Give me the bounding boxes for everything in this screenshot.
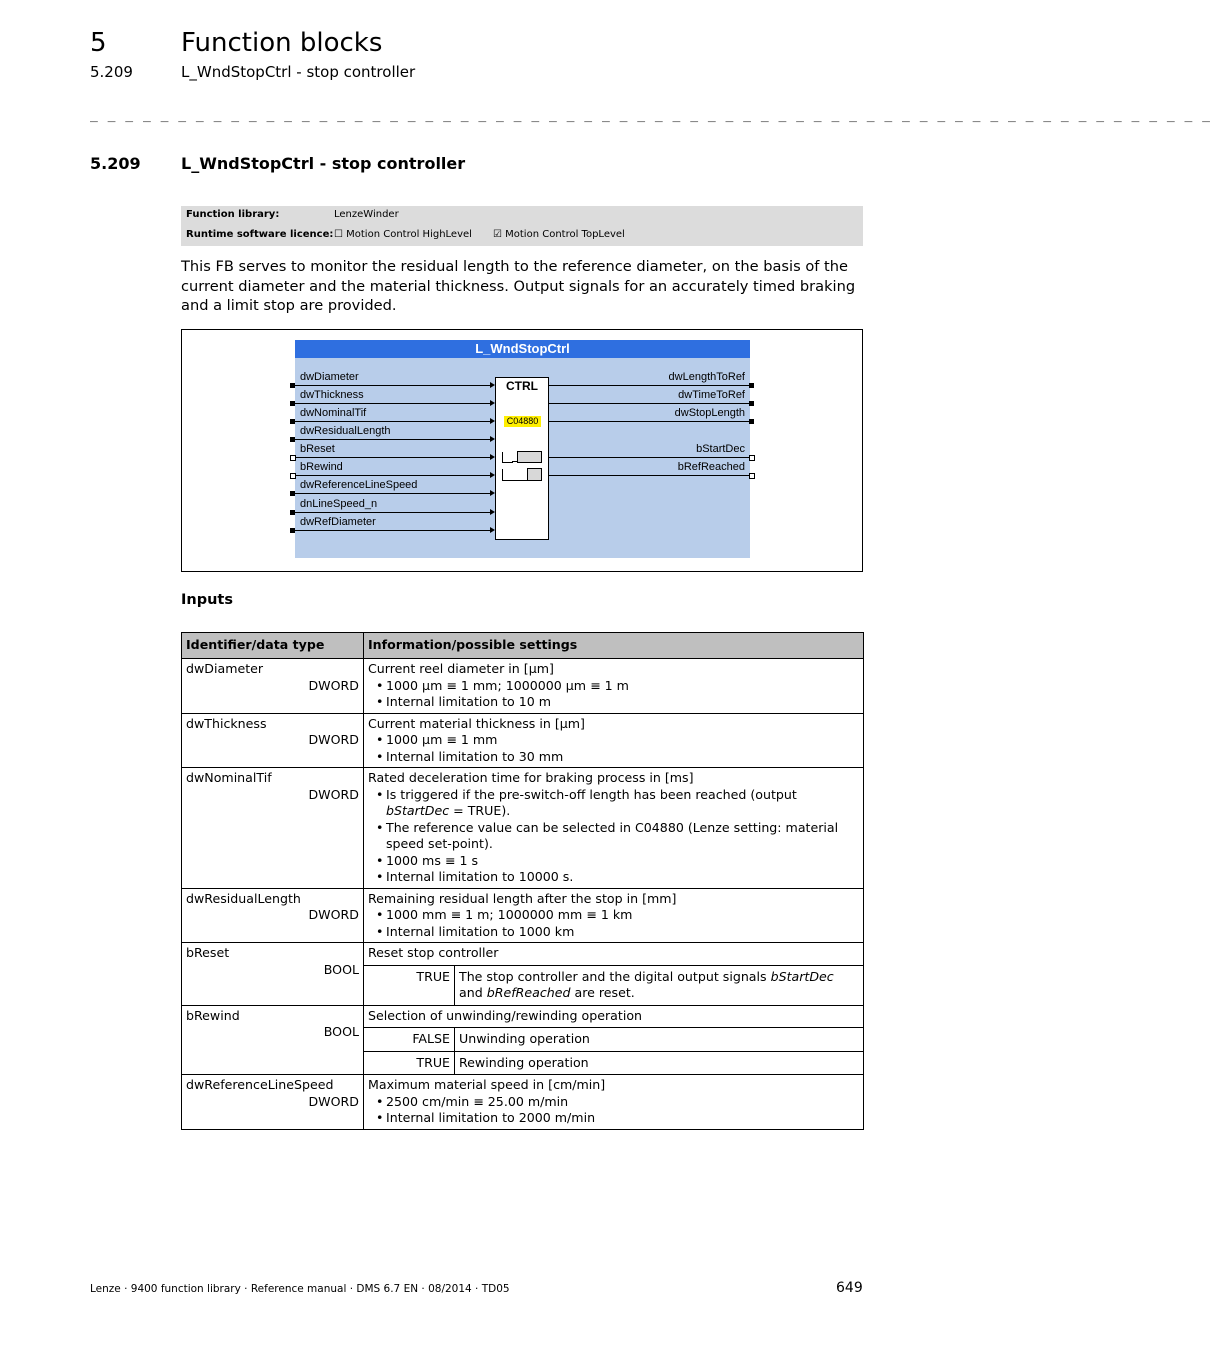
- output-pin-connector: [749, 383, 754, 388]
- data-type: DWORD: [308, 677, 359, 693]
- list-item: • 1000 ms ≡ 1 s: [386, 853, 859, 870]
- description: Maximum material speed in [cm/min]: [368, 1077, 606, 1092]
- list-item: • Internal limitation to 10000 s.: [386, 869, 859, 886]
- table-row: [182, 1075, 864, 1130]
- data-type: DWORD: [308, 732, 359, 747]
- setting-value: The stop controller and the digital output signals bStartDec and bRefReached are reset.: [455, 965, 864, 1005]
- description: Current reel diameter in [µm]: [368, 661, 554, 676]
- table-row: [182, 888, 864, 943]
- input-pin-arrow: [490, 418, 495, 424]
- list-item: • Is triggered if the pre-switch-off length has been reached (output bStartDec = TRUE).: [386, 787, 859, 820]
- table-row: [182, 943, 864, 1006]
- input-pin-line: [294, 475, 490, 476]
- licence-option-highlevel: ☐ Motion Control HighLevel: [334, 229, 472, 240]
- list-item: • 1000 µm ≡ 1 mm: [386, 732, 859, 749]
- library-label: Function library:: [186, 209, 280, 220]
- input-pin-connector: [290, 455, 296, 461]
- identifier: dwDiameter: [186, 661, 264, 676]
- list-item: • 2500 cm/min ≡ 25.00 m/min: [386, 1094, 859, 1111]
- footer-text: Lenze · 9400 function library · Reference manual · DMS 6.7 EN · 08/2014 · TD05: [90, 1283, 510, 1295]
- identifier: bReset: [186, 945, 230, 960]
- description: Reset stop controller: [368, 945, 499, 960]
- output-pin-line: [549, 403, 750, 404]
- description: Selection of unwinding/rewinding operation: [368, 1007, 643, 1023]
- input-pin-connector: [290, 383, 295, 388]
- identifier: bRewind: [186, 1007, 240, 1023]
- input-pin-connector: [290, 419, 295, 424]
- identifier: dwNominalTif: [186, 770, 272, 785]
- output-pin-connector: [749, 401, 754, 406]
- input-pin-arrow: [490, 490, 495, 496]
- setting-key: TRUE: [364, 1051, 455, 1074]
- input-pin-label: dwRefDiameter: [300, 516, 376, 528]
- description: Rated deceleration time for braking process in [ms]: [368, 770, 694, 785]
- section-title-header: L_WndStopCtrl - stop controller: [181, 63, 416, 81]
- licence-option-toplevel: ☑ Motion Control TopLevel: [493, 229, 625, 240]
- setting-key: FALSE: [364, 1028, 455, 1052]
- input-pin-connector: [290, 473, 296, 479]
- input-pin-label: dwThickness: [300, 389, 364, 401]
- data-type: DWORD: [308, 1093, 359, 1109]
- input-pin-arrow: [490, 509, 495, 515]
- list-item: • 1000 mm ≡ 1 m; 1000000 mm ≡ 1 km: [386, 907, 859, 924]
- input-pin-arrow: [490, 527, 495, 533]
- library-info-box: [181, 206, 863, 246]
- edge-symbol-2: [502, 469, 503, 480]
- description: Remaining residual length after the stop in [mm]: [368, 890, 677, 906]
- output-pin-label: dwStopLength: [674, 407, 745, 419]
- heading-title: L_WndStopCtrl - stop controller: [181, 154, 466, 173]
- input-pin-line: [294, 385, 490, 386]
- ctrl-label: CTRL: [506, 379, 538, 393]
- output-pin-line: [549, 457, 750, 458]
- output-pin-label: dwTimeToRef: [678, 389, 745, 401]
- input-pin-label: dnLineSpeed_n: [300, 498, 378, 510]
- input-pin-label: dwNominalTif: [300, 407, 367, 419]
- input-pin-connector: [290, 437, 295, 442]
- table-row: [182, 713, 864, 768]
- output-pin-line: [549, 421, 750, 422]
- input-pin-line: [294, 457, 490, 458]
- intro-paragraph: This FB serves to monitor the residual length to the reference diameter, on the basis of the current diameter and the material thickness. Output signals for an accurately timed braking and a limit stop are provided.: [181, 258, 856, 314]
- input-pin-connector: [290, 510, 295, 515]
- identifier: dwReferenceLineSpeed: [186, 1077, 334, 1092]
- setting-value: Rewinding operation: [455, 1051, 864, 1074]
- input-pin-connector: [290, 401, 295, 406]
- input-pin-line: [294, 421, 490, 422]
- identifier: dwResidualLength: [186, 890, 301, 906]
- input-pin-label: bReset: [300, 443, 335, 455]
- input-pin-arrow: [490, 400, 495, 406]
- table-row: [182, 1005, 864, 1075]
- data-type: BOOL: [323, 1024, 359, 1039]
- input-pin-line: [294, 439, 490, 440]
- data-type: DWORD: [308, 907, 359, 922]
- chapter-title: Function blocks: [181, 28, 383, 58]
- library-value: LenzeWinder: [334, 209, 399, 220]
- output-pin-connector: [749, 455, 755, 461]
- inputs-heading: Inputs: [181, 592, 233, 608]
- input-pin-arrow: [490, 382, 495, 388]
- licence-label: Runtime software licence:: [186, 229, 334, 240]
- function-block-title: L_WndStopCtrl: [295, 340, 750, 358]
- list-item: • Internal limitation to 2000 m/min: [386, 1110, 859, 1127]
- output-pin-label: bStartDec: [696, 443, 745, 455]
- input-pin-connector: [290, 491, 295, 496]
- input-pin-label: dwResidualLength: [300, 425, 391, 437]
- table-row: [182, 659, 864, 714]
- input-pin-arrow: [490, 454, 495, 460]
- edge-symbol-2-box: [527, 468, 542, 481]
- input-pin-line: [294, 493, 490, 494]
- edge-symbol-box: [517, 451, 542, 463]
- input-pin-line: [294, 403, 490, 404]
- list-item: • Internal limitation to 30 mm: [386, 749, 859, 766]
- output-pin-connector: [749, 473, 755, 479]
- page-number: 649: [836, 1280, 863, 1296]
- input-pin-label: dwReferenceLineSpeed: [300, 479, 418, 491]
- col-header-identifier: Identifier/data type: [182, 633, 364, 659]
- header-divider: _ _ _ _ _ _ _ _ _ _ _ _ _ _ _ _ _ _ _ _ _ _ _ _ _ _ _ _ _ _ _ _ _ _ _ _ _ _ _ _ _ _ _ _ _ _ _ _ _ _ _ _ _ _ _ _ _ _ _ _ _ _ _ _: [90, 108, 1211, 123]
- data-type: DWORD: [308, 786, 359, 802]
- code-badge: C04880: [504, 416, 541, 427]
- identifier: dwThickness: [186, 715, 267, 731]
- output-pin-line: [549, 385, 750, 386]
- input-pin-line: [294, 512, 490, 513]
- list-item: • 1000 µm ≡ 1 mm; 1000000 µm ≡ 1 m: [386, 678, 859, 695]
- col-header-info: Information/possible settings: [364, 633, 864, 659]
- output-pin-connector: [749, 419, 754, 424]
- setting-value: Unwinding operation: [455, 1028, 864, 1052]
- input-pin-arrow: [490, 472, 495, 478]
- table-row: [182, 768, 864, 889]
- input-pin-arrow: [490, 436, 495, 442]
- section-number-header: 5.209: [90, 63, 133, 81]
- input-pin-connector: [290, 528, 295, 533]
- list-item: • The reference value can be selected in C04880 (Lenze setting: material speed set-point).: [386, 820, 859, 853]
- data-type: BOOL: [323, 961, 359, 977]
- output-pin-label: bRefReached: [677, 461, 745, 473]
- inputs-table: [181, 632, 864, 1130]
- setting-key: TRUE: [364, 965, 455, 1005]
- list-item: • Internal limitation to 1000 km: [386, 924, 859, 941]
- output-pin-label: dwLengthToRef: [668, 371, 745, 383]
- output-pin-line: [549, 475, 750, 476]
- chapter-number: 5: [90, 28, 107, 58]
- input-pin-label: dwDiameter: [300, 371, 359, 383]
- description: Current material thickness in [µm]: [368, 715, 585, 731]
- input-pin-label: bRewind: [300, 461, 343, 473]
- input-pin-line: [294, 530, 490, 531]
- heading-number: 5.209: [90, 154, 141, 173]
- list-item: • Internal limitation to 10 m: [386, 694, 859, 711]
